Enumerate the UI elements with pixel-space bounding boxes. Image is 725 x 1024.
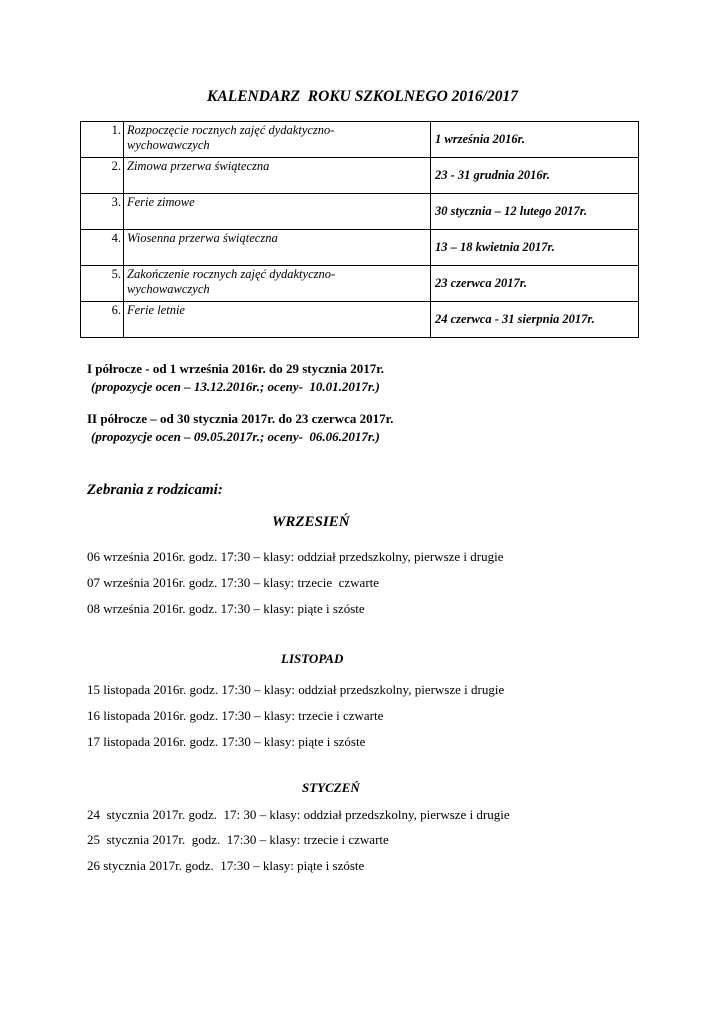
table-row: [81, 230, 639, 266]
row-number: 6.: [81, 302, 124, 338]
row-number: 5.: [81, 266, 124, 302]
month-september: WRZESIEŃ: [272, 514, 350, 530]
table-row: [81, 158, 639, 194]
second-semester-grades: (propozycje ocen – 09.05.2017r.; oceny- 06.06.2017r.): [91, 429, 380, 444]
meeting-item: 17 listopada 2016r. godz. 17:30 – klasy: piąte i szóste: [87, 734, 366, 749]
event-date: 24 czerwca - 31 sierpnia 2017r.: [431, 302, 639, 338]
table-row: [81, 302, 639, 338]
event-date: 13 – 18 kwietnia 2017r.: [431, 230, 639, 266]
school-calendar-table: [80, 121, 639, 338]
meeting-item: 15 listopada 2016r. godz. 17:30 – klasy: oddział przedszkolny, pierwsze i drugie: [87, 682, 505, 697]
month-november: LISTOPAD: [281, 651, 344, 666]
meeting-item: 06 września 2016r. godz. 17:30 – klasy: oddział przedszkolny, pierwsze i drugie: [87, 549, 504, 564]
row-number: 4.: [81, 230, 124, 266]
meeting-item: 16 listopada 2016r. godz. 17:30 – klasy: trzecie i czwarte: [87, 708, 384, 723]
table-row: [81, 266, 639, 302]
event-date: 23 czerwca 2017r.: [431, 266, 639, 302]
meeting-item: 26 stycznia 2017r. godz. 17:30 – klasy: piąte i szóste: [87, 858, 365, 873]
event-name: Ferie letnie: [124, 302, 431, 338]
table-row: [81, 194, 639, 230]
row-number: 2.: [81, 158, 124, 194]
meeting-item: 08 września 2016r. godz. 17:30 – klasy: piąte i szóste: [87, 601, 365, 616]
event-date: 1 września 2016r.: [431, 122, 639, 158]
event-date: 23 - 31 grudnia 2016r.: [431, 158, 639, 194]
month-january: STYCZEŃ: [302, 780, 360, 795]
row-number: 1.: [81, 122, 124, 158]
parent-meetings-heading: Zebrania z rodzicami:: [87, 482, 223, 498]
second-semester: II półrocze – od 30 stycznia 2017r. do 23 czerwca 2017r.: [87, 411, 394, 426]
meeting-item: 24 stycznia 2017r. godz. 17: 30 – klasy: oddział przedszkolny, pierwsze i drugie: [87, 807, 510, 822]
event-name: Zakończenie rocznych zajęć dydaktyczno- wychowawczych: [124, 266, 431, 302]
document-title: KALENDARZ ROKU SZKOLNEGO 2016/2017: [207, 88, 518, 105]
first-semester-grades: (propozycje ocen – 13.12.2016r.; oceny- 10.01.2017r.): [91, 379, 380, 394]
first-semester: I półrocze - od 1 września 2016r. do 29 stycznia 2017r.: [87, 361, 385, 376]
event-name: Wiosenna przerwa świąteczna: [124, 230, 431, 266]
event-name: Rozpoczęcie rocznych zajęć dydaktyczno- wychowawczych: [124, 122, 431, 158]
meeting-item: 07 września 2016r. godz. 17:30 – klasy: trzecie czwarte: [87, 575, 380, 590]
event-name: Zimowa przerwa świąteczna: [124, 158, 431, 194]
event-date: 30 stycznia – 12 lutego 2017r.: [431, 194, 639, 230]
table-row: [81, 122, 639, 158]
meeting-item: 25 stycznia 2017r. godz. 17:30 – klasy: trzecie i czwarte: [87, 832, 389, 847]
event-name: Ferie zimowe: [124, 194, 431, 230]
row-number: 3.: [81, 194, 124, 230]
